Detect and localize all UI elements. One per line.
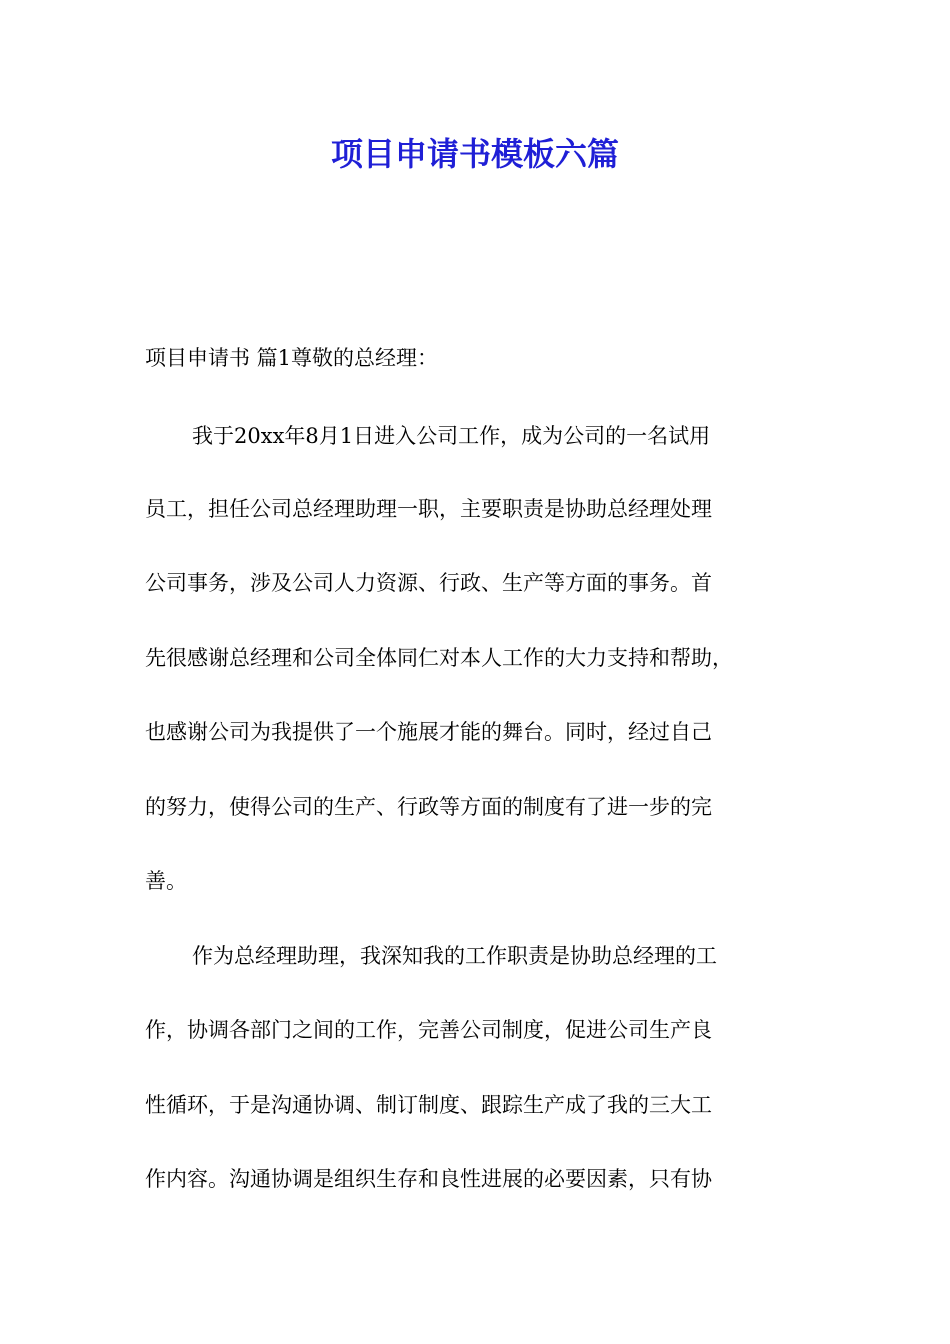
body-line: 性循环，于是沟通协调、制订制度、跟踪生产成了我的三大工	[145, 1093, 712, 1117]
body-line: 也感谢公司为我提供了一个施展才能的舞台。同时，经过自己	[145, 720, 712, 744]
body-line: 先很感谢总经理和公司全体同仁对本人工作的大力支持和帮助，	[145, 646, 733, 670]
body-line: 我于20xx年8月1日进入公司工作，成为公司的一名试用	[192, 424, 711, 448]
body-line: 作，协调各部门之间的工作，完善公司制度，促进公司生产良	[145, 1018, 712, 1042]
body-line: 员工，担任公司总经理助理一职，主要职责是协助总经理处理	[145, 497, 712, 521]
document-title: 项目申请书模板六篇	[330, 135, 619, 173]
body-line: 公司事务，涉及公司人力资源、行政、生产等方面的事务。首	[145, 571, 712, 595]
body-line: 作为总经理助理，我深知我的工作职责是协助总经理的工	[192, 944, 717, 968]
salutation-line: 项目申请书 篇1尊敬的总经理：	[145, 346, 439, 370]
body-line: 作内容。沟通协调是组织生存和良性进展的必要因素，只有协	[145, 1167, 712, 1191]
body-line: 的努力，使得公司的生产、行政等方面的制度有了进一步的完	[145, 795, 712, 819]
body-line: 善。	[145, 869, 187, 893]
